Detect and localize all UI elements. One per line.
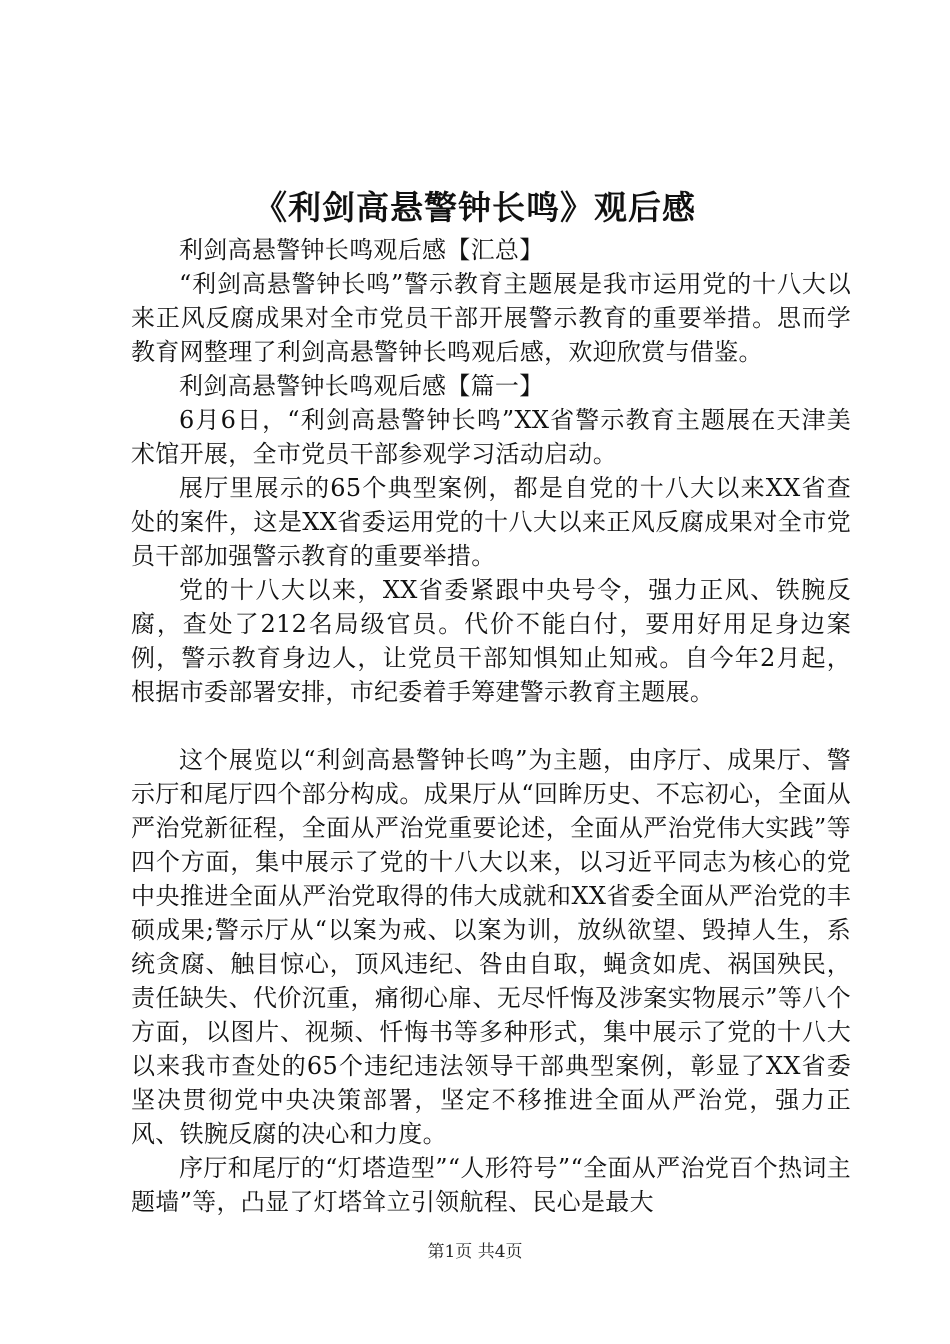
- paragraph-anti-corruption: 党的十八大以来，XX省委紧跟中央号令，强力正风、铁腕反腐，查处了212名局级官员。代价不能白付，要用好用足身边案例，警示教育身边人，让党员干部知惧知止知戒。自今年2月起，根据市委部署安排，市纪委着手筹建警示教育主题展。: [131, 576, 851, 706]
- document-title: 《利剑高悬警钟长鸣》观后感: [254, 188, 696, 227]
- paragraph-part-one-heading: 利剑高悬警钟长鸣观后感【篇一】: [179, 372, 544, 400]
- paragraph-opening-date: 6月6日，“利剑高悬警钟长鸣”XX省警示教育主题展在天津美术馆开展，全市党员干部参观学习活动启动。: [131, 406, 851, 468]
- page-footer: 第1页 共4页: [427, 1242, 523, 1262]
- document-body: [131, 233, 851, 1219]
- blank-line: [131, 709, 851, 743]
- paragraph-exhibition-structure: 这个展览以“利剑高悬警钟长鸣”为主题，由序厅、成果厅、警示厅和尾厅四个部分构成。成果厅从“回眸历史、不忘初心，全面从严治党新征程，全面从严治党重要论述，全面从严治党伟大实践”等四个方面，集中展示了党的十八大以来，以习近平同志为核心的党中央推进全面从严治党取得的伟大成就和XX省委全面从严治党的丰硕成果;警示厅从“以案为戒、以案为训，放纵欲望、毁掉人生，系统贪腐、触目惊心，顶风违纪、咎由自取，蝇贪如虎、祸国殃民，责任缺失、代价沉重，痛彻心扉、无尽忏悔及涉案实物展示”等八个方面，以图片、视频、忏悔书等多种形式，集中展示了党的十八大以来我市查处的65个违纪违法领导干部典型案例，彰显了XX省委坚决贯彻党中央决策部署，坚定不移推进全面从严治党，强力正风、铁腕反腐的决心和力度。: [131, 746, 851, 1148]
- paragraph-hall-design: 序厅和尾厅的“灯塔造型”“人形符号”“全面从严治党百个热词主题墙”等，凸显了灯塔耸立引领航程、民心是最大: [131, 1154, 851, 1216]
- paragraph-intro: “利剑高悬警钟长鸣”警示教育主题展是我市运用党的十八大以来正风反腐成果对全市党员干部开展警示教育的重要举措。思而学教育网整理了利剑高悬警钟长鸣观后感，欢迎欣赏与借鉴。: [131, 270, 851, 366]
- paragraph-exhibition-cases: 展厅里展示的65个典型案例，都是自党的十八大以来XX省查处的案件，这是XX省委运用党的十八大以来正风反腐成果对全市党员干部加强警示教育的重要举措。: [131, 474, 851, 570]
- paragraph-summary-heading: 利剑高悬警钟长鸣观后感【汇总】: [179, 236, 544, 264]
